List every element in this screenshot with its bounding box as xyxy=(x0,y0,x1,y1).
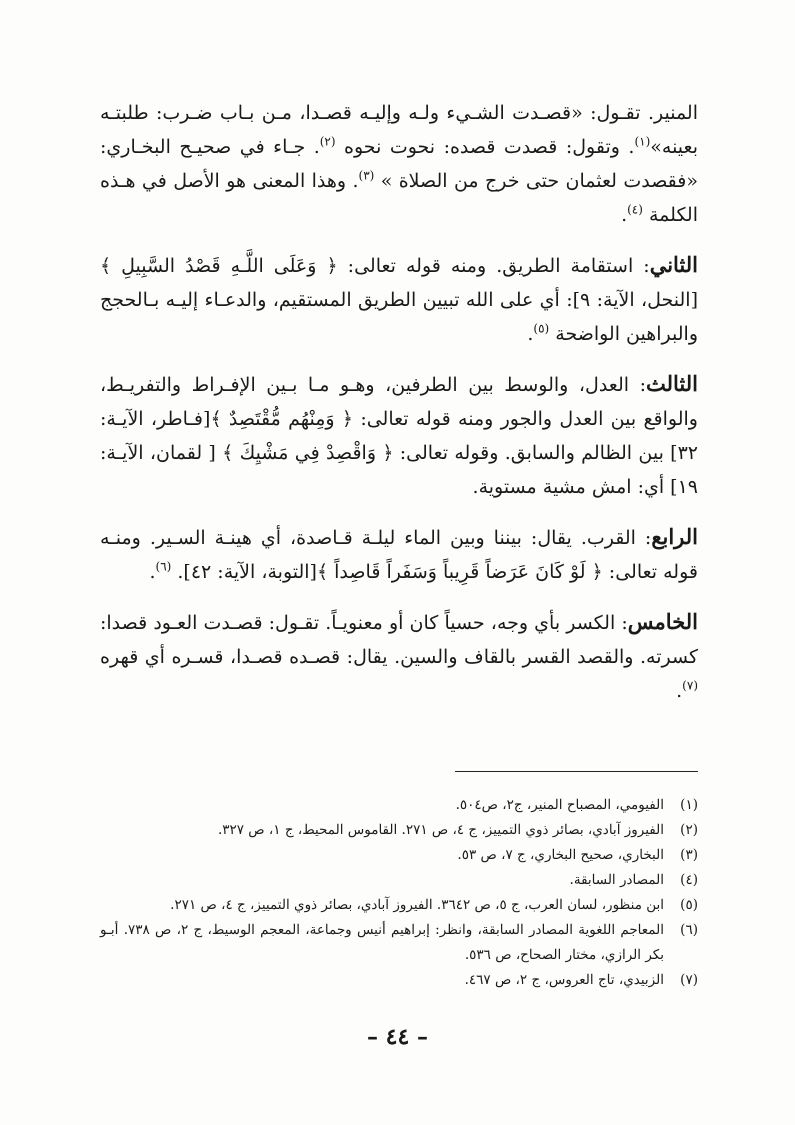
footnote-number: (١) xyxy=(680,797,698,813)
paragraph-heading: الثاني xyxy=(649,252,699,277)
text-run: . xyxy=(149,561,156,583)
paragraph-heading: الثالث xyxy=(646,371,698,396)
footnote-marker: (٤) xyxy=(627,202,643,217)
text-run: [ لقمان، الآيـة: ١٩] أي: امش مشية مستوية. xyxy=(100,442,698,498)
quran-verse: ﴿ وَاقْصِدْ فِي مَشْيِكَ ﴾ xyxy=(222,442,394,464)
footnote-number: (٦) xyxy=(680,922,698,938)
footnote xyxy=(100,893,698,918)
text-run: [النحل، الآية: ٩]: أي على الله تبيين الطريق المستقيم، والدعـاء إليـه بـالحجج والبراهين الواضحة xyxy=(100,289,698,345)
quran-verse: ﴿ وَمِنْهُم مُّقْتَصِدٌ ﴾ xyxy=(210,408,354,430)
footnote xyxy=(100,818,698,843)
text-run: . xyxy=(621,204,628,226)
footnotes xyxy=(100,793,698,993)
footnote xyxy=(100,918,698,968)
paragraph xyxy=(100,248,698,351)
footnote xyxy=(100,968,698,993)
text-run: . xyxy=(676,680,683,702)
quran-verse: ﴿ وَعَلَى اللَّـهِ قَصْدُ السَّبِيلِ ﴾ xyxy=(100,255,338,277)
footnote-marker: (٦) xyxy=(155,559,172,574)
footnote-number: (٢) xyxy=(680,822,698,838)
footnote xyxy=(100,843,698,868)
paragraph-heading: الخامس xyxy=(627,609,698,634)
text-run: المنير. تقـول: «قصـدت الشـيء ولـه وإليـه قصـدا، مـن بـاب ضـرب: طلبتـه بعينه» xyxy=(100,102,698,158)
paragraph xyxy=(100,96,698,232)
footnote-text: المصادر السابقة. xyxy=(569,872,664,888)
paragraph xyxy=(100,520,698,589)
text-run: [فـاطر، الآيـة: ٣٢] بين الظالم والسابق. وقوله تعالى: xyxy=(100,408,698,464)
paragraph xyxy=(100,605,698,708)
footnote-separator xyxy=(455,771,698,772)
paragraph xyxy=(100,367,698,504)
footnote xyxy=(100,868,698,893)
footnote-text: البخاري، صحيح البخاري، ج ٧، ص ٥٣. xyxy=(457,847,664,863)
footnote-marker: (١) xyxy=(634,134,651,149)
text-run: . جـاء في صحيـح البخـاري: «فقصدت لعثمان حتى خرج من الصلاة » xyxy=(100,136,698,192)
footnote-number: (٥) xyxy=(680,897,698,913)
text-run: : استقامة الطريق. ومنه قوله تعالى: xyxy=(337,255,650,277)
text-run: : العدل، والوسط بين الطرفين، وهـو مـا بـين الإفـراط والتفريـط، والواقع بين العدل والجور ومنه قوله تعالى: xyxy=(100,374,698,430)
text-run: . وتقول: قصدت قصده: نحوت نحوه xyxy=(335,136,635,158)
footnote-marker: (٢) xyxy=(319,134,336,149)
text-run: . وهذا المعنى هو الأصل في هـذه الكلمة xyxy=(100,170,698,226)
footnote-text: الفيومي، المصباح المنير، ج٢، ص٥٠٤. xyxy=(455,797,664,813)
footnote-number: (٣) xyxy=(680,847,698,863)
text-run: [التوبة، الآية: ٤٢]. xyxy=(171,561,317,583)
footnote-text: الفيروز آبادي، بصائر ذوي التمييز، ج ٤، ص ٢٧١. القاموس المحيط، ج ١، ص ٣٢٧. xyxy=(217,822,664,838)
footnote-text: ابن منظور، لسان العرب، ج ٥، ص ٣٦٤٢. الفيروز آبادي، بصائر ذوي التمييز، ج ٤، ص ٢٧١. xyxy=(170,897,664,913)
main-text xyxy=(100,96,698,724)
footnote-number: (٧) xyxy=(680,972,698,988)
footnote-marker: (٣) xyxy=(358,168,375,183)
text-run: . xyxy=(527,323,534,345)
footnote-marker: (٥) xyxy=(533,321,550,336)
footnote xyxy=(100,793,698,818)
paragraph-heading: الرابع xyxy=(651,524,698,549)
footnote-marker: (٧) xyxy=(682,678,698,693)
page-number: – ٤٤ – xyxy=(367,1024,428,1050)
footnote-text: المعاجم اللغوية المصادر السابقة، وانظر: إبراهيم أنيس وجماعة، المعجم الوسيط، ج ٢، ص ٧٣٨. أبـو بكر الرازي، مختار الصحاح، ص ٥٣٦. xyxy=(100,922,664,963)
footnote-number: (٤) xyxy=(680,872,698,888)
quran-verse: ﴿ لَوْ كَانَ عَرَضاً قَرِيباً وَسَفَراً قَاصِداً ﴾ xyxy=(316,561,603,583)
text-run: : الكسر بأي وجه، حسياً كان أو معنويـاً. تقـول: قصـدت العـود قصدا: كسرته. والقصد القسر بالقاف والسين. يقال: قصـده قصـدا، قسـره أي قهره xyxy=(100,612,698,668)
footnote-text: الزبيدي، تاج العروس، ج ٢، ص ٤٦٧. xyxy=(464,972,664,988)
text-run: : القرب. يقال: بيننا وبين الماء ليلـة قـاصدة، أي هينـة السـير. ومنـه قوله تعالى: xyxy=(100,527,698,583)
